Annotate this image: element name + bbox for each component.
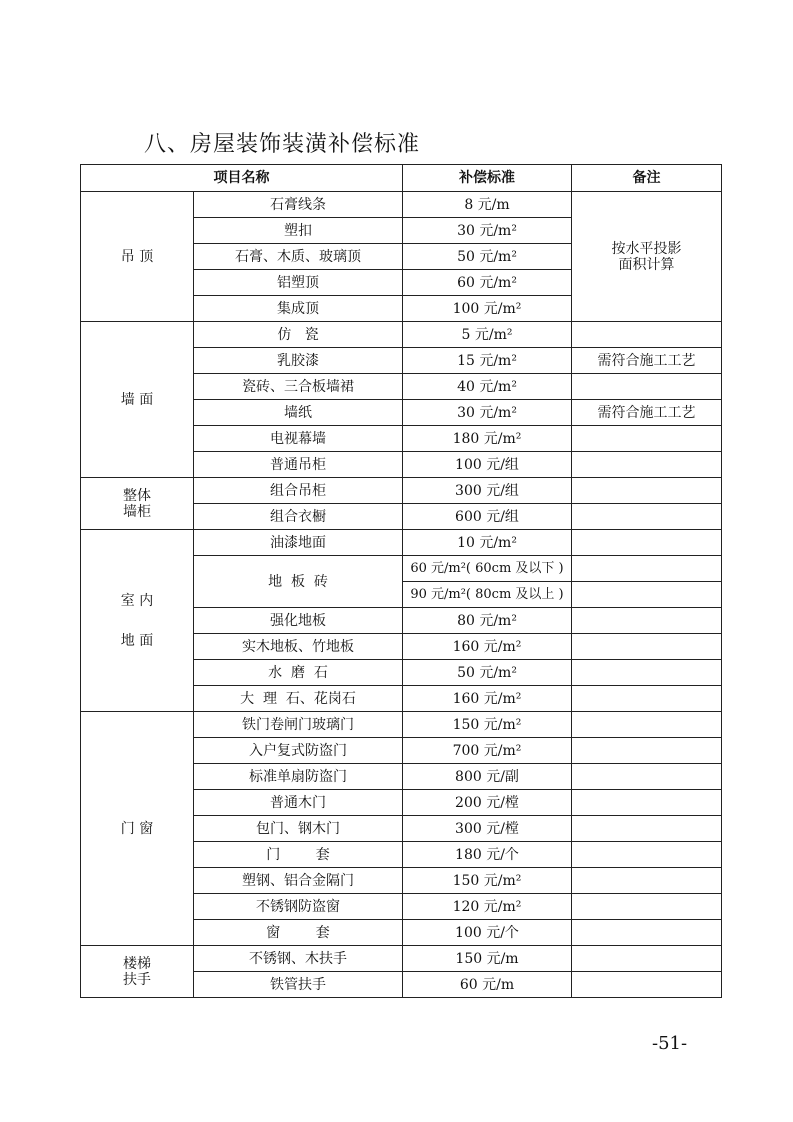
item-cell: 窗 套: [194, 920, 403, 946]
item-cell: 墙纸: [194, 400, 403, 426]
category-cell: 整体 墙柜: [81, 478, 194, 530]
item-cell: 不锈钢、木扶手: [194, 946, 403, 972]
note-cell: [572, 322, 722, 348]
header-note: 备注: [572, 165, 722, 192]
note-cell: [572, 842, 722, 868]
item-cell: 不锈钢防盗窗: [194, 894, 403, 920]
standard-cell: 200 元/樘: [403, 790, 572, 816]
table-header-row: [81, 165, 722, 192]
standard-cell: 8 元/m: [403, 192, 572, 218]
note-cell: [572, 426, 722, 452]
note-cell: 需符合施工工艺: [572, 348, 722, 374]
standard-cell: 30 元/m²: [403, 218, 572, 244]
note-cell: [572, 582, 722, 608]
item-cell: 门 套: [194, 842, 403, 868]
table-row: [81, 322, 722, 348]
standard-cell: 40 元/m²: [403, 374, 572, 400]
item-cell: 标准单扇防盗门: [194, 764, 403, 790]
item-cell: 铁管扶手: [194, 972, 403, 998]
standard-cell: 600 元/组: [403, 504, 572, 530]
item-cell: 地 板 砖: [194, 556, 403, 608]
note-cell: [572, 738, 722, 764]
standard-cell: 120 元/m²: [403, 894, 572, 920]
note-cell: [572, 764, 722, 790]
item-cell: 普通吊柜: [194, 452, 403, 478]
standard-cell: 100 元/个: [403, 920, 572, 946]
note-cell: [572, 920, 722, 946]
item-cell: 普通木门: [194, 790, 403, 816]
category-cell: 墙 面: [81, 322, 194, 478]
standard-cell: 150 元/m²: [403, 868, 572, 894]
item-cell: 油漆地面: [194, 530, 403, 556]
item-cell: 包门、钢木门: [194, 816, 403, 842]
standard-cell: 60 元/m²( 60cm 及以下 ): [403, 556, 572, 582]
item-cell: 塑扣: [194, 218, 403, 244]
item-cell: 乳胶漆: [194, 348, 403, 374]
note-cell: [572, 530, 722, 556]
note-cell: [572, 972, 722, 998]
standard-cell: 50 元/m²: [403, 660, 572, 686]
table-row: [81, 946, 722, 972]
item-cell: 强化地板: [194, 608, 403, 634]
item-cell: 铁门卷闸门玻璃门: [194, 712, 403, 738]
note-cell: [572, 660, 722, 686]
item-cell: 组合衣橱: [194, 504, 403, 530]
standard-cell: 15 元/m²: [403, 348, 572, 374]
table-row: [81, 712, 722, 738]
standard-cell: 300 元/组: [403, 478, 572, 504]
note-cell: [572, 374, 722, 400]
item-cell: 仿 瓷: [194, 322, 403, 348]
category-cell: 室 内 地 面: [81, 530, 194, 712]
note-cell: 按水平投影 面积计算: [572, 192, 722, 322]
table-row: [81, 192, 722, 218]
standard-cell: 100 元/m²: [403, 296, 572, 322]
note-cell: [572, 790, 722, 816]
standard-cell: 30 元/m²: [403, 400, 572, 426]
category-cell: 楼梯 扶手: [81, 946, 194, 998]
note-cell: [572, 634, 722, 660]
standard-cell: 50 元/m²: [403, 244, 572, 270]
standard-cell: 90 元/m²( 80cm 及以上 ): [403, 582, 572, 608]
note-cell: [572, 504, 722, 530]
standard-cell: 60 元/m: [403, 972, 572, 998]
standard-cell: 150 元/m: [403, 946, 572, 972]
standard-cell: 160 元/m²: [403, 634, 572, 660]
item-cell: 大 理 石、花岗石: [194, 686, 403, 712]
standard-cell: 80 元/m²: [403, 608, 572, 634]
compensation-table: [80, 164, 722, 998]
item-cell: 瓷砖、三合板墙裙: [194, 374, 403, 400]
item-cell: 实木地板、竹地板: [194, 634, 403, 660]
item-cell: 石膏线条: [194, 192, 403, 218]
standard-cell: 10 元/m²: [403, 530, 572, 556]
item-cell: 入户复式防盗门: [194, 738, 403, 764]
page-number: -51-: [652, 1033, 688, 1054]
page-title: 八、房屋装饰装潢补偿标准: [144, 132, 421, 157]
item-cell: 石膏、木质、玻璃顶: [194, 244, 403, 270]
item-cell: 水 磨 石: [194, 660, 403, 686]
standard-cell: 800 元/副: [403, 764, 572, 790]
standard-cell: 100 元/组: [403, 452, 572, 478]
item-cell: 组合吊柜: [194, 478, 403, 504]
note-cell: [572, 556, 722, 582]
standard-cell: 180 元/m²: [403, 426, 572, 452]
item-cell: 集成顶: [194, 296, 403, 322]
note-cell: 需符合施工工艺: [572, 400, 722, 426]
standard-cell: 160 元/m²: [403, 686, 572, 712]
standard-cell: 5 元/m²: [403, 322, 572, 348]
category-cell: 门 窗: [81, 712, 194, 946]
note-cell: [572, 894, 722, 920]
note-cell: [572, 608, 722, 634]
note-cell: [572, 868, 722, 894]
item-cell: 塑钢、铝合金隔门: [194, 868, 403, 894]
note-cell: [572, 686, 722, 712]
note-cell: [572, 816, 722, 842]
standard-cell: 300 元/樘: [403, 816, 572, 842]
item-cell: 铝塑顶: [194, 270, 403, 296]
standard-cell: 180 元/个: [403, 842, 572, 868]
standard-cell: 150 元/m²: [403, 712, 572, 738]
note-cell: [572, 452, 722, 478]
table-row: [81, 530, 722, 556]
standard-cell: 60 元/m²: [403, 270, 572, 296]
note-cell: [572, 712, 722, 738]
header-item: 项目名称: [81, 165, 403, 192]
note-cell: [572, 946, 722, 972]
header-standard: 补偿标准: [403, 165, 572, 192]
standard-cell: 700 元/m²: [403, 738, 572, 764]
item-cell: 电视幕墙: [194, 426, 403, 452]
category-cell: 吊 顶: [81, 192, 194, 322]
table-row: [81, 478, 722, 504]
note-cell: [572, 478, 722, 504]
